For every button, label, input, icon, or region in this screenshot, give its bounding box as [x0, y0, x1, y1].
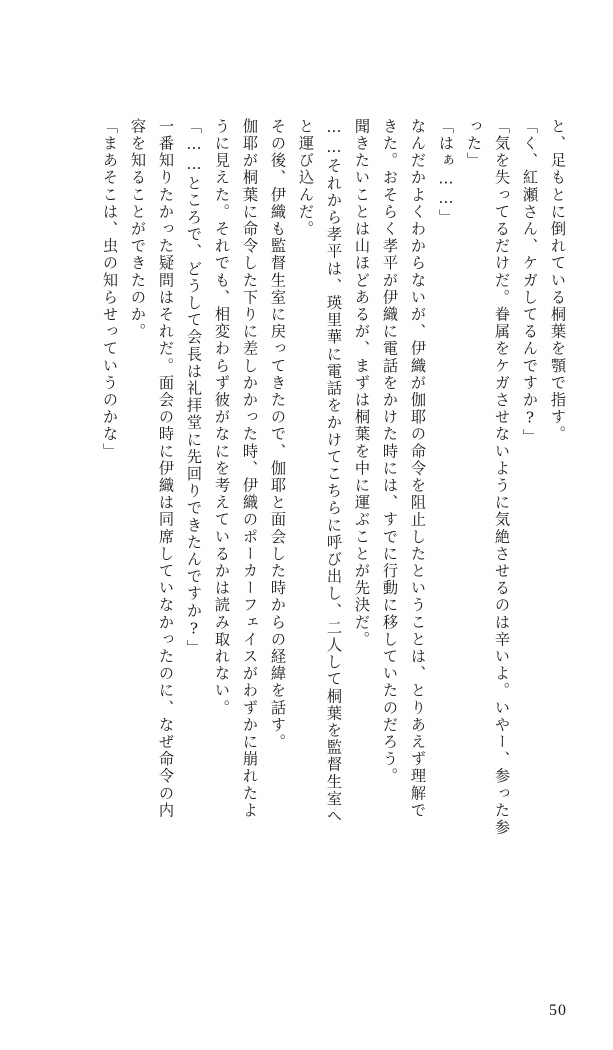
text-line: 「はぁ……」 — [437, 118, 455, 227]
text-line: その後、伊織も監督生室に戻ってきたので、伽耶と面会した時からの経緯を話す。 — [269, 118, 287, 751]
text-line: 「……ところで、どうして会長は礼拝堂に先回りできたんですか?」 — [185, 118, 203, 657]
text-line: 伽耶が桐葉に命令した下りに差しかかった時、伊織のポーカーフェイスがわずかに崩れたよ — [241, 118, 259, 820]
text-line: 「く、紅瀬さん、ケガしてるんですか?」 — [521, 118, 539, 446]
text-line: ……それから孝平は、瑛里華に電話をかけてこちらに呼び出し、二人して桐葉を監督生室へ — [325, 118, 343, 825]
text-line: なんだかよくわからないが、伊織が伽耶の命令を阻止したということは、とりあえず理解で — [409, 118, 427, 820]
text-line: と運び込んだ。 — [297, 118, 315, 238]
text-line: 容を知ることができたのか。 — [129, 118, 147, 341]
text-line: 聞きたいことは山ほどあるが、まずは桐葉を中に運ぶことが先決だ。 — [353, 118, 371, 649]
text-line: うに見えた。それでも、相変わらず彼がなにを考えているかは読み取れない。 — [213, 118, 231, 717]
text-line: と、足もとに倒れている桐葉を顎で指す。 — [549, 118, 567, 443]
text-line: った」 — [465, 118, 483, 170]
text-line: 「気を失ってるだけだ。眷属をケガさせないように気絶させるのは辛いよ。いやー、参った参 — [493, 118, 511, 837]
vertical-text-block — [89, 118, 565, 976]
text-line: 一番知りたかった疑問はそれだ。面会の時に伊織は同席していなかったのに、なぜ命令の内 — [157, 118, 175, 820]
page-number: 50 — [549, 1002, 567, 1019]
text-line: 「まあそこは、虫の知らせっていうのかな」 — [101, 118, 119, 460]
text-line: きた。おそらく孝平が伊織に電話をかけた時には、すでに行動に移していたのだろう。 — [381, 118, 399, 785]
